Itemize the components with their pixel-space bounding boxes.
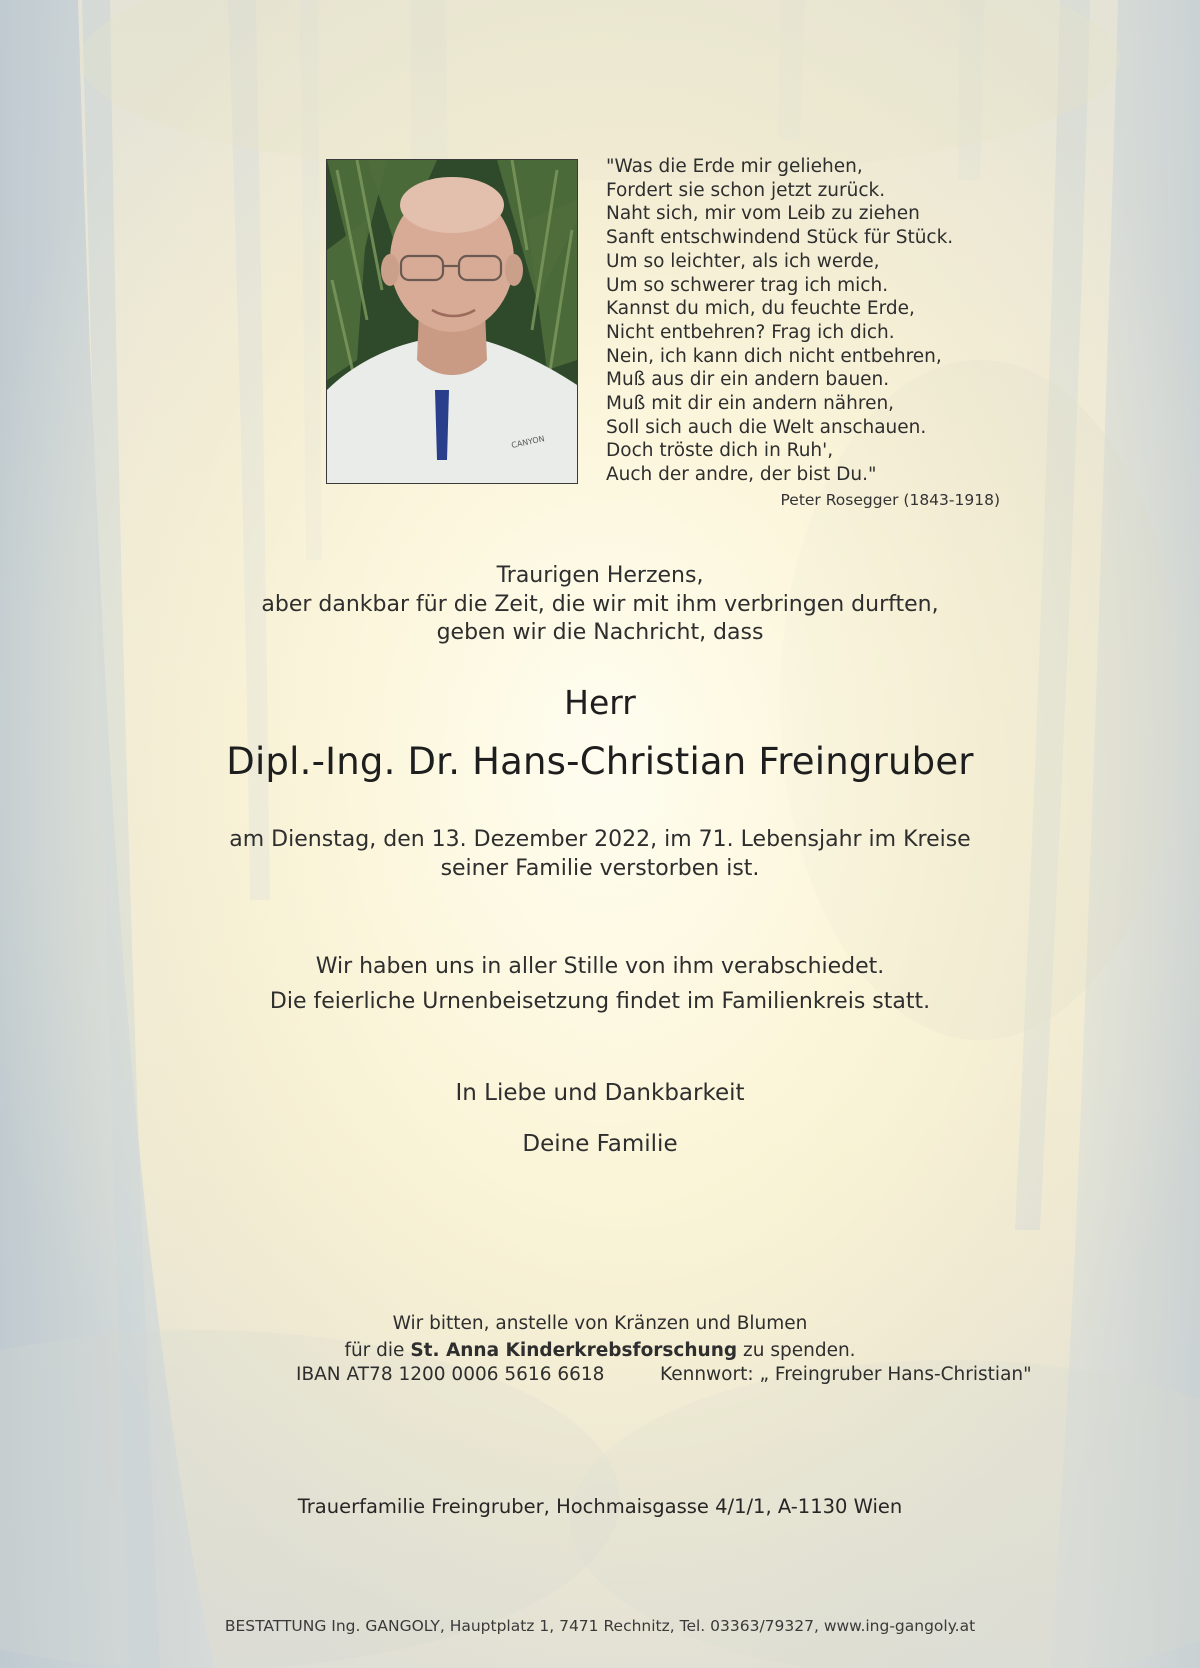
deceased-name: Dipl.-Ing. Dr. Hans-Christian Freingruber (226, 740, 974, 783)
charity-name: St. Anna Kinderkrebsforschung (410, 1339, 738, 1361)
poem-line: Kannst du mich, du feuchte Erde, (606, 298, 915, 320)
donation-line (0, 1338, 1200, 1365)
iban: IBAN AT78 1200 0006 5616 6618 (296, 1364, 605, 1385)
poem-line: Um so schwerer trag ich mich. (606, 274, 889, 296)
farewell-text (0, 949, 1200, 1019)
poem-line: Muß aus dir ein andern bauen. (606, 369, 890, 391)
poem-line: Muß mit dir ein andern nähren, (606, 393, 895, 415)
intro-line: aber dankbar für die Zeit, die wir mit ihm verbringen durften, (261, 591, 939, 617)
poem-line: "Was die Erde mir geliehen, (606, 156, 863, 177)
farewell-line: Wir haben uns in aller Stille von ihm verabschiedet. (315, 954, 885, 979)
poem-line: Doch tröste dich in Ruh', (606, 440, 834, 462)
donation-suffix: zu spenden. (737, 1339, 856, 1361)
family-signature: Deine Familie (522, 1131, 678, 1157)
donation-request (0, 1311, 1200, 1364)
death-notice-line: seiner Familie verstorben ist. (440, 856, 760, 881)
death-notice (0, 825, 1200, 883)
salutation: Herr (564, 683, 636, 722)
portrait-illustration (327, 160, 577, 483)
intro-line: Traurigen Herzens, (496, 563, 704, 588)
poem-author: Peter Rosegger (1843-1918) (780, 491, 1000, 509)
svg-text:CANYON: CANYON (510, 434, 546, 450)
death-notice-line: am Dienstag, den 13. Dezember 2022, im 71. Lebensjahr im Kreise (229, 827, 971, 852)
closing-phrase: In Liebe und Dankbarkeit (455, 1080, 745, 1106)
family-address: Trauerfamilie Freingruber, Hochmaisgasse 4/1/1, A-1130 Wien (297, 1495, 903, 1518)
poem-line: Fordert sie schon jetzt zurück. (606, 179, 886, 201)
intro-text (0, 562, 1200, 648)
kennwort: Kennwort: „ Freingruber Hans-Christian" (660, 1364, 1032, 1385)
poem-line: Sanft entschwindend Stück für Stück. (606, 227, 954, 249)
donation-prefix: für die (344, 1339, 411, 1361)
poem-line: Nicht entbehren? Frag ich dich. (606, 321, 895, 343)
poem-line: Auch der andre, der bist Du." (606, 464, 877, 486)
farewell-line: Die feierliche Urnenbeisetzung findet im Familienkreis statt. (269, 989, 931, 1014)
poem-line: Um so leichter, als ich werde, (606, 250, 880, 272)
poem-line: Naht sich, mir vom Leib zu ziehen (606, 203, 920, 225)
funeral-home-footer: BESTATTUNG Ing. GANGOLY, Hauptplatz 1, 7471 Rechnitz, Tel. 03363/79327, www.ing-gangoly.at (224, 1617, 976, 1635)
poem-line: Nein, ich kann dich nicht entbehren, (606, 345, 942, 367)
donation-line: Wir bitten, anstelle von Kränzen und Blumen (392, 1313, 808, 1334)
poem-line: Soll sich auch die Welt anschauen. (606, 416, 927, 438)
poem (606, 155, 1026, 487)
intro-line: geben wir die Nachricht, dass (436, 620, 764, 645)
portrait-photo (326, 159, 578, 484)
